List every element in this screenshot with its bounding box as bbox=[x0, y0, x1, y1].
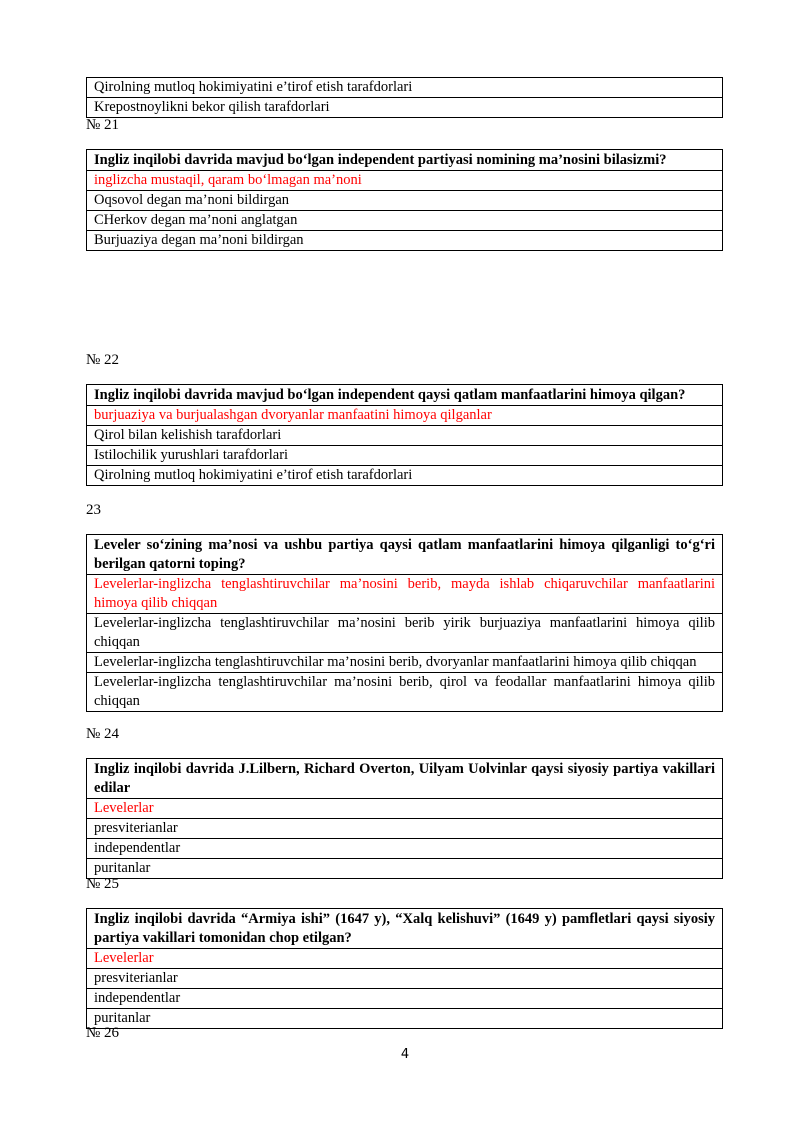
answer-option: CHerkov degan ma’noni anglatgan bbox=[87, 210, 722, 230]
question-text: Ingliz inqilobi davrida mavjud bo‘lgan independent qaysi qatlam manfaatlarini himoya qilgan? bbox=[94, 387, 686, 403]
question-number: 23 bbox=[86, 502, 101, 518]
correct-answer: inglizcha mustaqil, qaram bo‘lmagan ma’noni bbox=[87, 170, 722, 190]
answer-option: presviterianlar bbox=[87, 968, 722, 988]
question-number: № 25 bbox=[86, 876, 120, 892]
question-number: № 26 bbox=[86, 1025, 120, 1041]
question-number: № 24 bbox=[86, 726, 120, 742]
question-block-21 bbox=[86, 149, 723, 251]
correct-answer: Levelerlar bbox=[87, 798, 722, 818]
answer-option: Levelerlar-inglizcha tenglashtiruvchilar ma’nosini berib, qirol va feodallar manfaatlarini himoya qilib chiqqan bbox=[87, 672, 722, 711]
answer-option: puritanlar bbox=[87, 858, 722, 878]
correct-answer: burjuaziya va burjualashgan dvoryanlar manfaatini himoya qilganlar bbox=[87, 405, 722, 425]
answer-option: Burjuaziya degan ma’noni bildirgan bbox=[87, 230, 722, 250]
answer-option: Qirolning mutloq hokimiyatini e’tirof etish tarafdorlari bbox=[87, 465, 722, 485]
question-text: Ingliz inqilobi davrida mavjud bo‘lgan independent partiyasi nomining ma’nosini bilasizmi? bbox=[94, 152, 667, 168]
answer-option: presviterianlar bbox=[87, 818, 722, 838]
answer-option: Istilochilik yurushlari tarafdorlari bbox=[87, 445, 722, 465]
question-text: Ingliz inqilobi davrida “Armiya ishi” (1647 y), “Xalq kelishuvi” (1649 y) pamfletlari qaysi siyosiy partiya vakillari tomonidan chop etilgan? bbox=[94, 911, 715, 946]
answer-option: independentlar bbox=[87, 838, 722, 858]
answer-option: independentlar bbox=[87, 988, 722, 1008]
answer-option: Qirol bilan kelishish tarafdorlari bbox=[87, 425, 722, 445]
question-number: № 22 bbox=[86, 352, 120, 368]
answer-option: puritanlar bbox=[87, 1008, 722, 1028]
question-block-24 bbox=[86, 758, 723, 879]
question-block-23 bbox=[86, 534, 723, 712]
answer-option: Krepostnoylikni bekor qilish tarafdorlari bbox=[87, 97, 722, 117]
question-block-22 bbox=[86, 384, 723, 486]
answer-option: Oqsovol degan ma’noni bildirgan bbox=[87, 190, 722, 210]
question-text: Ingliz inqilobi davrida J.Lilbern, Richard Overton, Uilyam Uolvinlar qaysi siyosiy partiya vakillari edilar bbox=[94, 761, 715, 796]
correct-answer: Levelerlar-inglizcha tenglashtiruvchilar ma’nosini berib, mayda ishlab chiqaruvchilar manfaatlarini himoya qilib chiqqan bbox=[87, 574, 722, 613]
question-block-20-tail bbox=[86, 77, 723, 118]
answer-option: Levelerlar-inglizcha tenglashtiruvchilar ma’nosini berib yirik burjuaziya manfaatlarini himoya qilib chiqqan bbox=[87, 613, 722, 652]
answer-option: Qirolning mutloq hokimiyatini e’tirof etish tarafdorlari bbox=[94, 79, 413, 95]
answer-option: Levelerlar-inglizcha tenglashtiruvchilar ma’nosini berib, dvoryanlar manfaatlarini himoya qilib chiqqan bbox=[87, 652, 722, 672]
page-number: 4 bbox=[400, 1047, 410, 1062]
question-text: Leveler so‘zining ma’nosi va ushbu partiya qaysi qatlam manfaatlarini himoya qilganligi to‘g‘ri berilgan qatorni toping? bbox=[94, 537, 715, 572]
question-block-25 bbox=[86, 908, 723, 1029]
correct-answer: Levelerlar bbox=[87, 948, 722, 968]
question-number: № 21 bbox=[86, 117, 120, 133]
